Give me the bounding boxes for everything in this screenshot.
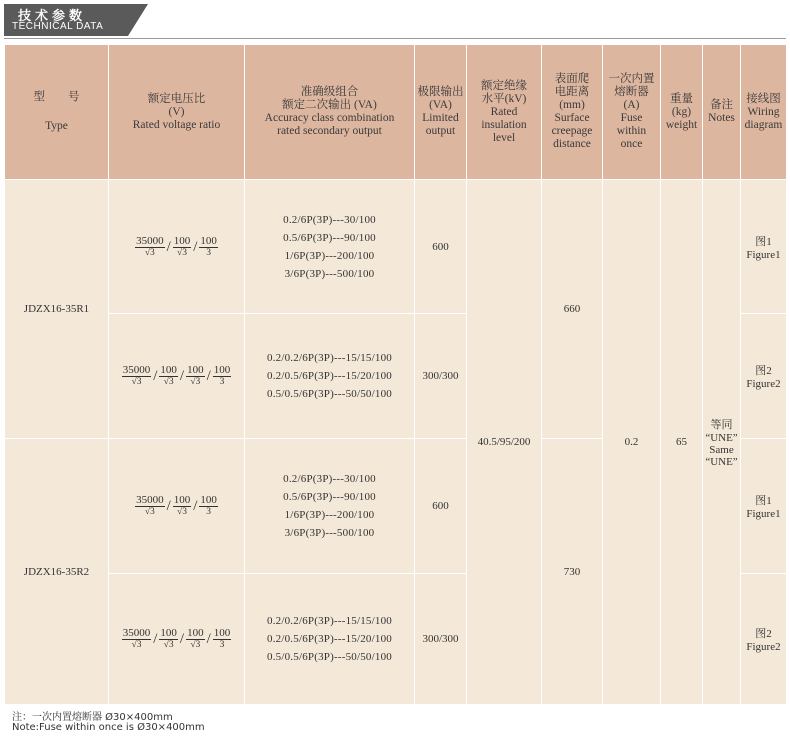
text-line: Same (709, 444, 734, 456)
text-line: 0.5/0.5/6P(3P)---50/50/100 (267, 388, 392, 400)
type-cell: JDZX16-35R2 (5, 439, 109, 705)
text-line: 一次内置 (608, 73, 655, 85)
text-line: 型 号 (33, 91, 80, 103)
ratio-fraction (122, 364, 152, 388)
header-accuracy (245, 45, 415, 180)
insulation-cell: 40.5/95/200 (467, 180, 542, 705)
text-line: (VA) (429, 99, 452, 111)
voltage-ratio (134, 235, 219, 259)
text-line: “UNE” (705, 456, 738, 468)
text-line: 重量 (670, 92, 693, 105)
text-line: 0.2/0.5/6P(3P)---15/20/100 (267, 370, 392, 382)
banner-underline (4, 38, 786, 39)
text-line: 0.2/6P(3P)---30/100 (283, 473, 376, 485)
text-line: 额定二次输出 (VA) (282, 99, 377, 111)
header-fuse (603, 45, 661, 180)
fraction-denominator: √3 (144, 247, 155, 258)
fraction-numerator: 100 (200, 494, 217, 506)
fraction-denominator: √3 (131, 377, 142, 387)
text-line: Accuracy class combination (264, 112, 395, 124)
text-line: Fuse (620, 112, 643, 124)
fraction-numerator: 100 (173, 234, 191, 247)
text-line: level (492, 131, 516, 144)
text-line: 极限输出 (417, 86, 464, 98)
text-line: (kg) (671, 105, 692, 118)
text-line: diagram (744, 118, 783, 131)
ratio-fraction (173, 494, 192, 518)
header-weight (661, 45, 703, 180)
text-line: 0.5/6P(3P)---90/100 (283, 231, 376, 244)
text-line: 3/6P(3P)---500/100 (284, 527, 375, 539)
ratio-separator: / (179, 368, 185, 384)
technical-data-table (4, 44, 787, 705)
fraction-numerator: 100 (213, 364, 231, 376)
text-line: 0.5/6P(3P)---90/100 (283, 491, 376, 503)
fraction-denominator: 3 (219, 640, 225, 650)
text-line: within (616, 125, 647, 137)
fraction-numerator: 100 (187, 364, 204, 376)
text-line: once (620, 138, 643, 150)
ratio-fraction (199, 494, 218, 518)
ratio-separator: / (166, 238, 171, 255)
header-insulation (467, 45, 542, 180)
creepage-cell: 730 (542, 439, 603, 705)
footnote-cn: 注：一次内置熔断器 Ø30×400mm (12, 712, 173, 723)
limit-cell: 600 (415, 439, 467, 574)
ratio-separator: / (193, 238, 198, 255)
accuracy-cell (245, 180, 415, 314)
text-line: 额定绝缘 (481, 79, 527, 92)
text-line: Figure2 (746, 378, 781, 390)
text-line: 表面爬 (554, 73, 590, 85)
text-line: insulation (481, 118, 527, 131)
type-cell: JDZX16-35R1 (5, 180, 109, 439)
diagram-cell (741, 439, 787, 574)
text-line: 0.5/0.5/6P(3P)---50/50/100 (267, 651, 392, 663)
fuse-cell: 0.2 (603, 180, 661, 705)
fraction-numerator: 100 (173, 494, 191, 506)
text-line: (mm) (559, 99, 585, 111)
text-line: output (425, 125, 456, 137)
text-line: 0.2/0.2/6P(3P)---15/15/100 (267, 615, 392, 627)
text-line: 3/6P(3P)---500/100 (284, 267, 375, 280)
text-line: Limited (422, 112, 459, 124)
fraction-denominator: √3 (177, 507, 187, 517)
fraction-denominator: √3 (190, 377, 201, 387)
header-diagram (741, 45, 787, 180)
banner-corner (128, 4, 148, 36)
fraction-numerator: 35000 (136, 494, 164, 506)
header-creepage (542, 45, 603, 180)
text-line: 1/6P(3P)---200/100 (284, 249, 375, 262)
ratio-separator: / (179, 631, 185, 647)
text-line: Surface (554, 112, 590, 124)
ratio-cell (109, 180, 245, 314)
ratio-separator: / (153, 631, 158, 647)
fraction-numerator: 100 (213, 627, 231, 639)
fraction-denominator: √3 (144, 507, 155, 517)
fraction-denominator: 3 (219, 377, 225, 387)
ratio-fraction (199, 235, 218, 259)
ratio-separator: / (206, 368, 211, 384)
text-line: 熔断器 (614, 86, 649, 98)
ratio-separator: / (166, 498, 171, 514)
text-line: 额定电压比 (147, 92, 206, 105)
header-limit (415, 45, 467, 180)
text-line: distance (553, 138, 591, 150)
text-line: 0.2/0.2/6P(3P)---15/15/100 (267, 352, 392, 364)
text-line: 图2 (755, 365, 772, 377)
ratio-separator: / (193, 498, 198, 514)
weight-cell: 65 (661, 180, 703, 705)
ratio-fraction (173, 235, 192, 259)
fraction-numerator: 100 (200, 234, 217, 247)
fraction-denominator: √3 (131, 640, 142, 650)
text-line: 0.2/6P(3P)---30/100 (283, 213, 376, 226)
text-line: Type (45, 120, 68, 132)
ratio-fraction (122, 627, 152, 651)
notes-cell (703, 180, 741, 705)
text-line: 0.2/0.5/6P(3P)---15/20/100 (267, 633, 392, 645)
fraction-denominator: √3 (163, 640, 174, 650)
fraction-numerator: 100 (187, 627, 204, 639)
text-line: Wiring (747, 105, 780, 118)
voltage-ratio (121, 627, 233, 651)
creepage-cell: 660 (542, 180, 603, 439)
fraction-denominator: √3 (177, 247, 187, 258)
ratio-cell (109, 574, 245, 705)
text-line: (A) (623, 99, 640, 111)
ratio-fraction (135, 494, 165, 518)
limit-cell: 300/300 (415, 574, 467, 705)
ratio-fraction (213, 627, 232, 651)
fraction-numerator: 100 (160, 627, 177, 639)
text-line: 图2 (755, 628, 772, 640)
header-type (5, 45, 109, 180)
ratio-fraction (186, 364, 205, 388)
fraction-denominator: √3 (190, 640, 201, 650)
text-line: rated secondary output (277, 125, 382, 137)
text-line: 图1 (755, 235, 772, 248)
text-line: 备注 (710, 99, 733, 111)
text-line: Figure1 (746, 248, 781, 261)
section-banner (0, 0, 790, 42)
text-line: Rated (490, 105, 518, 118)
text-line: weight (665, 118, 698, 131)
fraction-denominator: √3 (163, 377, 174, 387)
text-line: 电距离 (554, 86, 590, 98)
banner-title-en: TECHNICAL DATA (12, 21, 104, 32)
ratio-fraction (159, 364, 178, 388)
text-line: Figure2 (746, 641, 781, 653)
voltage-ratio (121, 364, 233, 388)
ratio-fraction (186, 627, 205, 651)
text-line: 等同 (710, 419, 733, 431)
header-ratio (109, 45, 245, 180)
text-line: 水平(kV) (481, 92, 527, 105)
text-line: (V) (168, 105, 185, 118)
diagram-cell (741, 574, 787, 705)
text-line: Notes (708, 112, 735, 124)
text-line: Figure1 (746, 508, 781, 520)
ratio-fraction (135, 235, 165, 259)
text-line: 1/6P(3P)---200/100 (284, 509, 375, 521)
text-line: 准确级组合 (300, 86, 359, 98)
text-line: 接线图 (746, 92, 781, 105)
fraction-numerator: 35000 (136, 234, 164, 247)
ratio-fraction (213, 364, 232, 388)
fraction-numerator: 100 (160, 364, 177, 376)
ratio-fraction (159, 627, 178, 651)
banner-title-cn: 技术参数 (18, 9, 87, 24)
limit-cell: 600 (415, 180, 467, 314)
accuracy-cell (245, 574, 415, 705)
text-line: “UNE” (705, 432, 738, 444)
ratio-cell (109, 314, 245, 439)
text-line: 图1 (755, 495, 772, 507)
diagram-cell (741, 314, 787, 439)
table-row (5, 180, 787, 314)
text-line: creepage (551, 125, 593, 137)
limit-cell: 300/300 (415, 314, 467, 439)
fraction-denominator: 3 (206, 247, 212, 258)
ratio-separator: / (153, 368, 158, 384)
ratio-separator: / (206, 631, 211, 647)
voltage-ratio (134, 494, 219, 518)
header-row (5, 45, 787, 180)
fraction-denominator: 3 (206, 507, 212, 517)
fraction-numerator: 35000 (122, 627, 151, 639)
fraction-numerator: 35000 (122, 364, 151, 376)
accuracy-cell (245, 314, 415, 439)
text-line: Rated voltage ratio (132, 118, 221, 131)
accuracy-cell (245, 439, 415, 574)
ratio-cell (109, 439, 245, 574)
footnote-en: Note:Fuse within once is Ø30×400mm (12, 722, 205, 733)
diagram-cell (741, 180, 787, 314)
header-notes (703, 45, 741, 180)
